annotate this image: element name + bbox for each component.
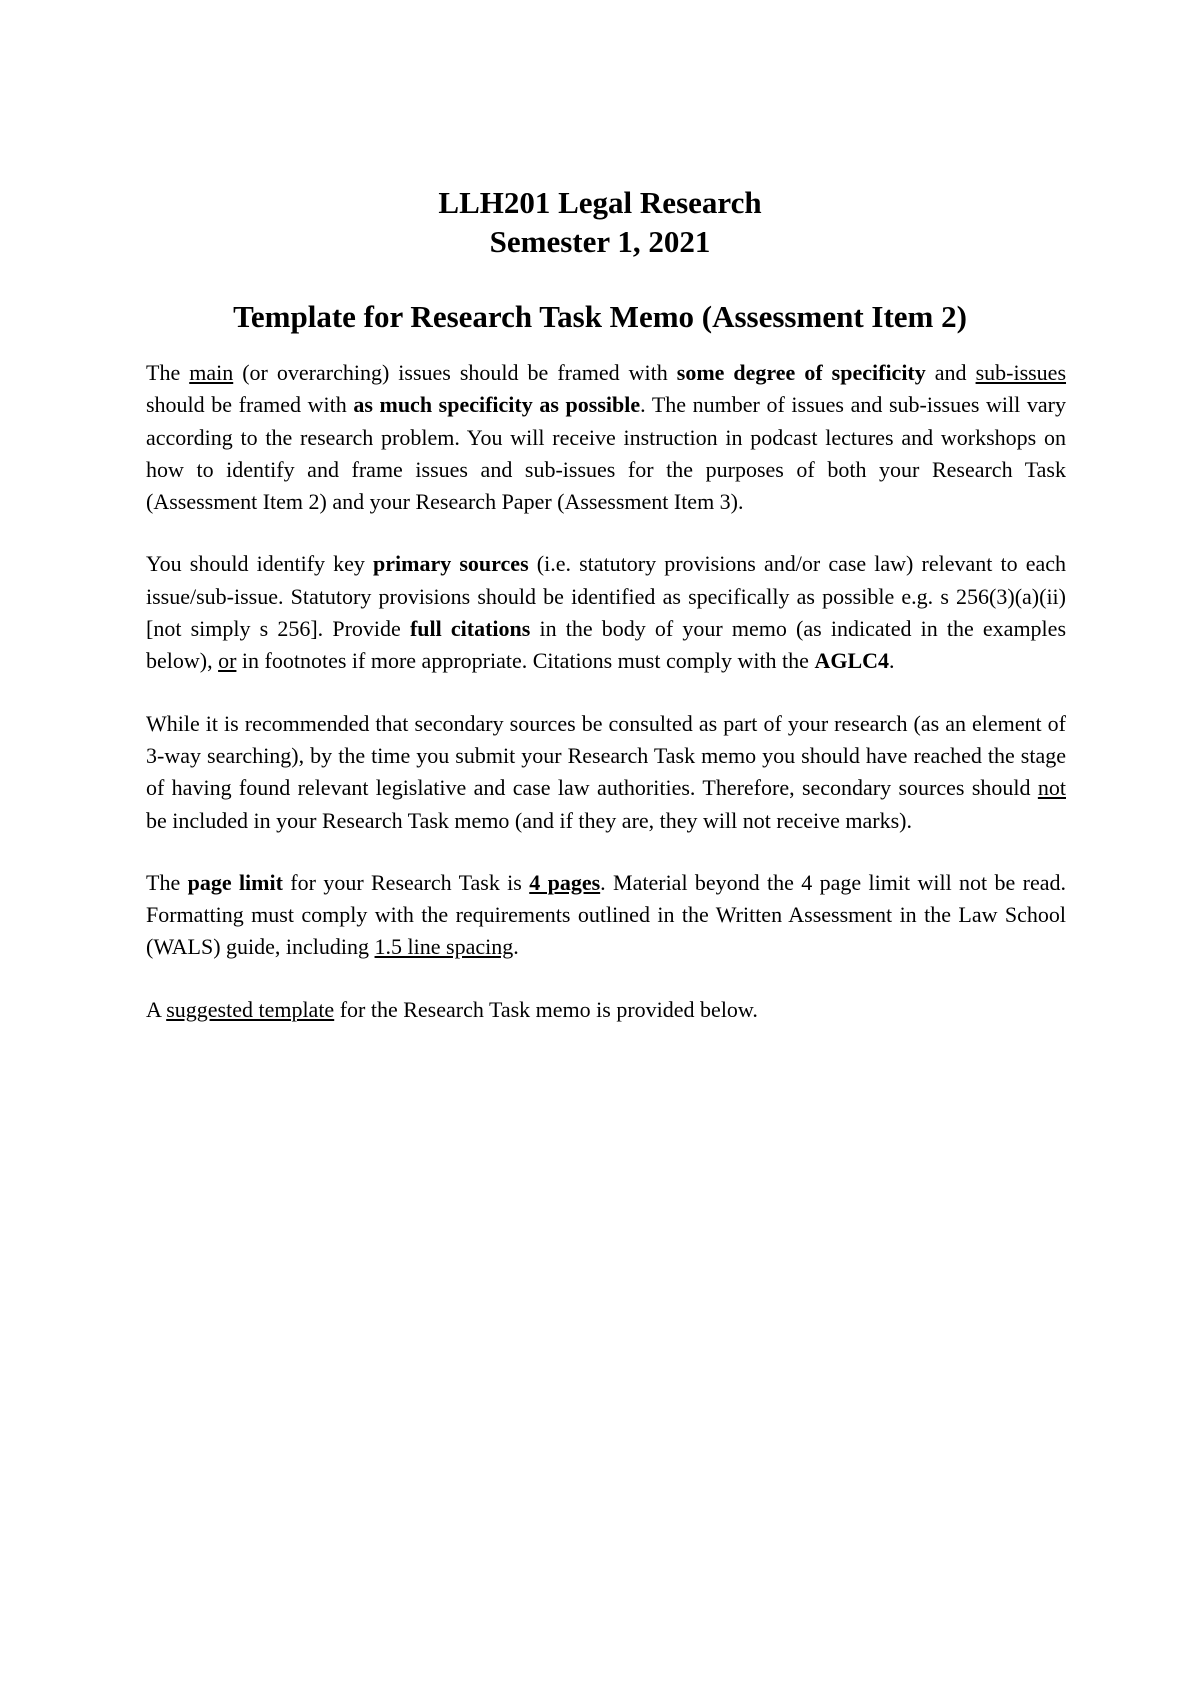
document-subtitle: Template for Research Task Memo (Assessment Item 2) bbox=[233, 299, 967, 334]
text: be included in your Research Task memo (and if they are, they will not receive marks). bbox=[146, 807, 912, 833]
text: The bbox=[146, 869, 188, 895]
bold-underlined-text: 4 pages bbox=[529, 869, 601, 895]
text: should be framed with bbox=[146, 392, 354, 418]
document-semester: Semester 1, 2021 bbox=[489, 224, 711, 259]
bold-text: page limit bbox=[187, 869, 283, 895]
bold-text: as much specificity as possible bbox=[353, 392, 641, 418]
document-body bbox=[146, 357, 1066, 1056]
bold-text: some degree of specificity bbox=[676, 360, 926, 385]
text: (i.e. statutory provisions and/or case law) relevant to each issue/sub-issue. Statutory provisions should be identified as specifically as possible e.g. s 256(3)(a)(ii) [not simply s 256]. Provide bbox=[146, 551, 1066, 642]
paragraph-primary-sources bbox=[146, 548, 1066, 677]
text: A bbox=[146, 996, 167, 1022]
bold-text: primary sources bbox=[373, 551, 529, 577]
text: The bbox=[146, 360, 190, 385]
document-heading bbox=[0, 183, 1200, 336]
paragraph-page-limit bbox=[146, 867, 1066, 964]
text: You should identify key bbox=[146, 551, 374, 577]
text: in the body of your memo (as indicated in the examples below), bbox=[146, 616, 1066, 674]
underlined-text: or bbox=[218, 648, 237, 674]
text: . bbox=[889, 648, 895, 674]
text: . The number of issues and sub-issues will vary according to the research problem. You will receive instruction in podcast lectures and workshops on how to identify and frame issues and sub-issues for the purposes of both your Research Task (Assessment Item 2) and your Research Paper (Assessment Item 3). bbox=[146, 392, 1066, 515]
paragraph-issues bbox=[146, 357, 1066, 518]
document-title: LLH201 Legal Research bbox=[438, 185, 762, 220]
underlined-text: suggested template bbox=[166, 996, 335, 1022]
text: for the Research Task memo is provided below. bbox=[334, 996, 758, 1022]
bold-text: full citations bbox=[409, 616, 531, 642]
bold-text: AGLC4 bbox=[814, 648, 889, 674]
text: While it is recommended that secondary sources be consulted as part of your research (as an element of 3-way searching), by the time you submit your Research Task memo you should have reached the stage of having found relevant legislative and case law authorities. Therefore, secondary sources should bbox=[146, 710, 1066, 801]
text: . bbox=[513, 934, 519, 960]
text: for your Research Task is bbox=[282, 869, 530, 895]
text: (or overarching) issues should be framed with bbox=[233, 360, 677, 385]
text: in footnotes if more appropriate. Citations must comply with the bbox=[236, 648, 815, 674]
underlined-text: sub-issues bbox=[975, 360, 1067, 385]
underlined-text: 1.5 line spacing bbox=[374, 934, 514, 960]
paragraph-template-note bbox=[146, 994, 1066, 1026]
paragraph-secondary-sources bbox=[146, 708, 1066, 837]
underlined-text: not bbox=[1037, 775, 1066, 801]
text: . Material beyond the 4 page limit will not be read. Formatting must comply with the requirements outlined in the Written Assessment in the Law School (WALS) guide, including bbox=[146, 869, 1067, 960]
text: and bbox=[925, 360, 976, 385]
underlined-text: main bbox=[189, 360, 234, 385]
